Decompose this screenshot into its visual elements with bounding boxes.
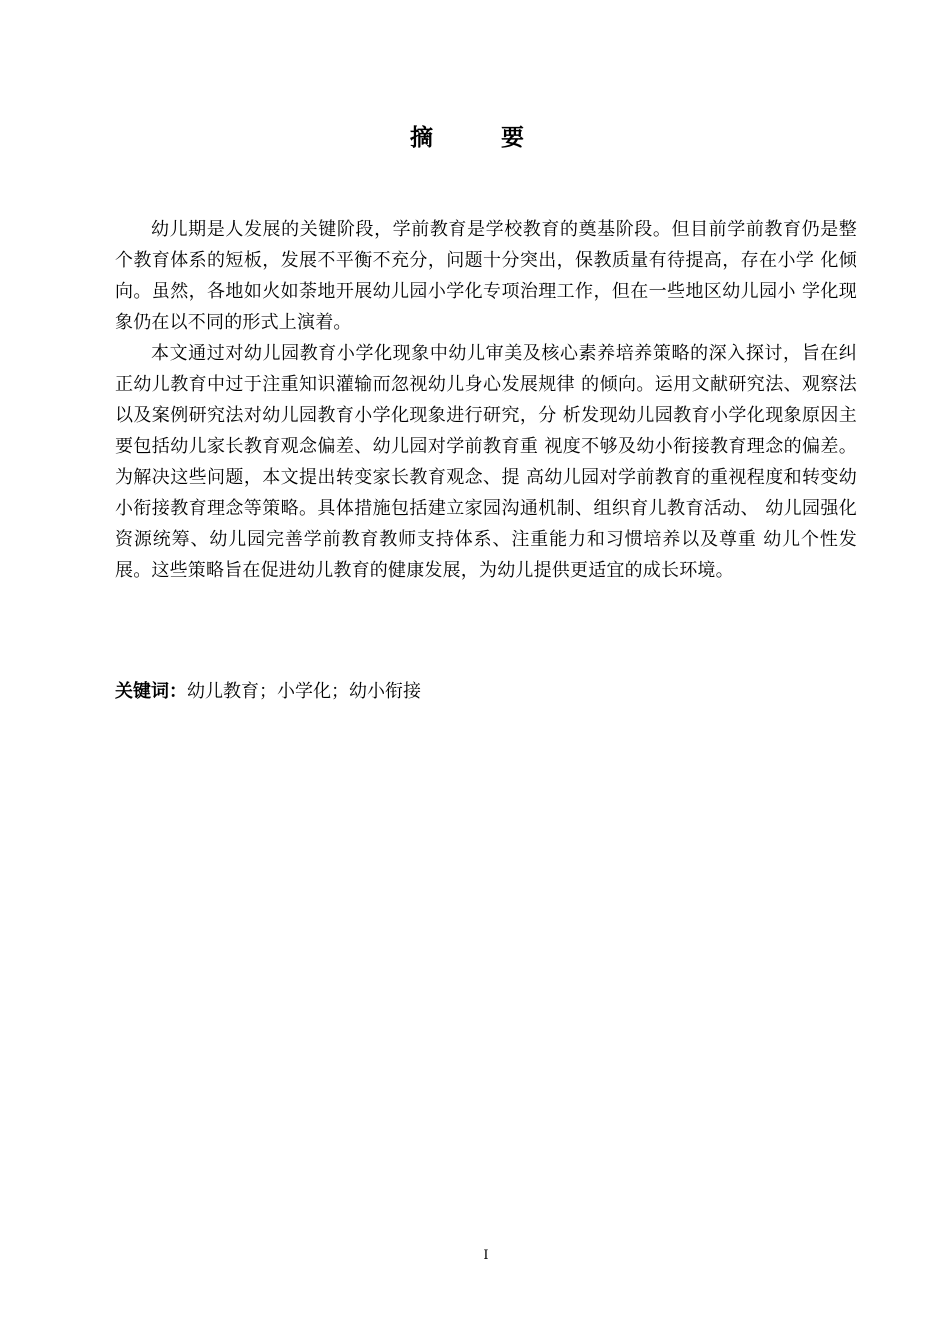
abstract-title: 摘 要	[409, 125, 554, 151]
abstract-paragraph-2: 本文通过对幼儿园教育小学化现象中幼儿审美及核心素养培养策略的深入探讨，旨在纠正幼儿教育中过于注重知识灌输而忽视幼儿身心发展规律 的倾向。运用文献研究法、观察法以及案例研究法对幼儿园教育小学化现象进行研究，分 析发现幼儿园教育小学化现象原因主要包括幼儿家长教育观念偏差、幼儿园对学前教育重 视度不够及幼小衔接教育理念的偏差。为解决这些问题，本文提出转变家长教育观念、提 高幼儿园对学前教育的重视程度和转变幼小衔接教育理念等策略。具体措施包括建立家园沟通机制、组织育儿教育活动、 幼儿园强化资源统筹、幼儿园完善学前教育教师支持体系、注重能力和习惯培养以及尊重 幼儿个性发展。这些策略旨在促进幼儿教育的健康发展，为幼儿提供更适宜的成长环境。	[115, 343, 857, 581]
page-number: I	[483, 1248, 489, 1263]
keywords-value: 幼儿教育；小学化；幼小衔接	[187, 681, 421, 702]
keywords-label: 关键词：	[115, 681, 187, 702]
abstract-paragraph-1: 幼儿期是人发展的关键阶段，学前教育是学校教育的奠基阶段。但目前学前教育仍是整个教育体系的短板，发展不平衡不充分，问题十分突出，保教质量有待提高，存在小学 化倾向。虽然，各地如火如荼地开展幼儿园小学化专项治理工作，但在一些地区幼儿园小 学化现象仍在以不同的形式上演着。	[115, 219, 857, 333]
abstract-body	[115, 214, 857, 586]
keywords-line	[115, 677, 421, 707]
